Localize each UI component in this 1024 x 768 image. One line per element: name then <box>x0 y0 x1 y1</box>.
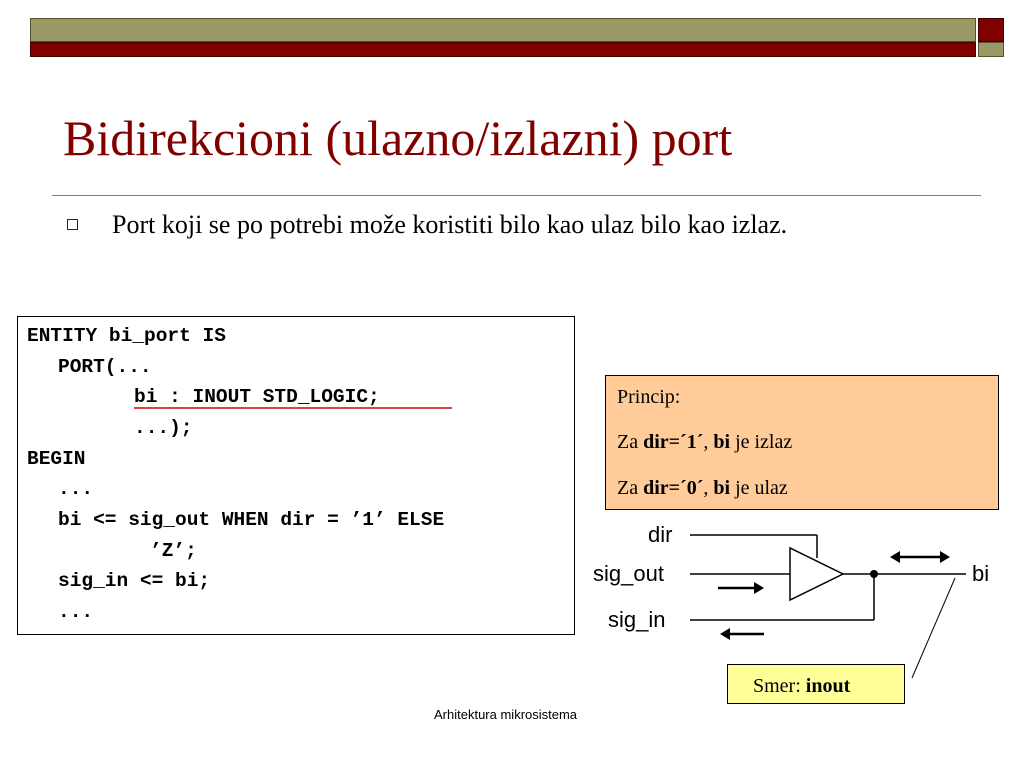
code-line: ENTITY bi_port IS <box>27 325 226 347</box>
principle-text: je izlaz <box>730 431 793 453</box>
code-line: bi <= sig_out WHEN dir = ’1’ ELSE <box>58 509 445 531</box>
direction-text <box>753 675 850 698</box>
principle-condition: dir=´1´ <box>643 431 704 453</box>
double-arrow-icon <box>890 551 950 563</box>
principle-text: , <box>703 431 714 453</box>
bi-label: bi <box>972 561 990 586</box>
principle-text: , <box>703 477 714 499</box>
bullet-text: Port koji se po potrebi može koristiti bilo kao ulaz bilo kao izlaz. <box>112 210 788 239</box>
left-arrow-icon <box>720 628 764 640</box>
code-line: bi : INOUT STD_LOGIC; <box>134 386 380 408</box>
direction-label: Smer: <box>753 675 806 697</box>
principle-condition: dir=´0´ <box>643 477 704 499</box>
principle-heading: Princip: <box>617 386 681 408</box>
direction-value: inout <box>805 675 851 697</box>
code-line: ...); <box>134 417 193 439</box>
code-line: sig_in <= bi; <box>58 570 211 592</box>
sig-in-label: sig_in <box>608 607 666 632</box>
right-arrow-icon <box>718 582 764 594</box>
principle-text: Za <box>617 431 644 453</box>
principle-signal: bi <box>713 477 731 499</box>
slide-title: Bidirekcioni (ulazno/izlazni) port <box>63 110 733 166</box>
principle-signal: bi <box>713 431 731 453</box>
footer-text: Arhitektura mikrosistema <box>434 707 578 722</box>
principle-text: Za <box>617 477 644 499</box>
code-line: ’Z’; <box>150 540 197 562</box>
dir-label: dir <box>648 522 673 547</box>
pointer-line <box>912 578 955 678</box>
code-line: BEGIN <box>27 448 86 470</box>
sig-out-label: sig_out <box>593 561 664 586</box>
code-line: PORT(... <box>58 356 152 378</box>
code-line: ... <box>58 601 94 623</box>
principle-text: je ulaz <box>730 477 788 499</box>
code-line: ... <box>58 478 94 500</box>
